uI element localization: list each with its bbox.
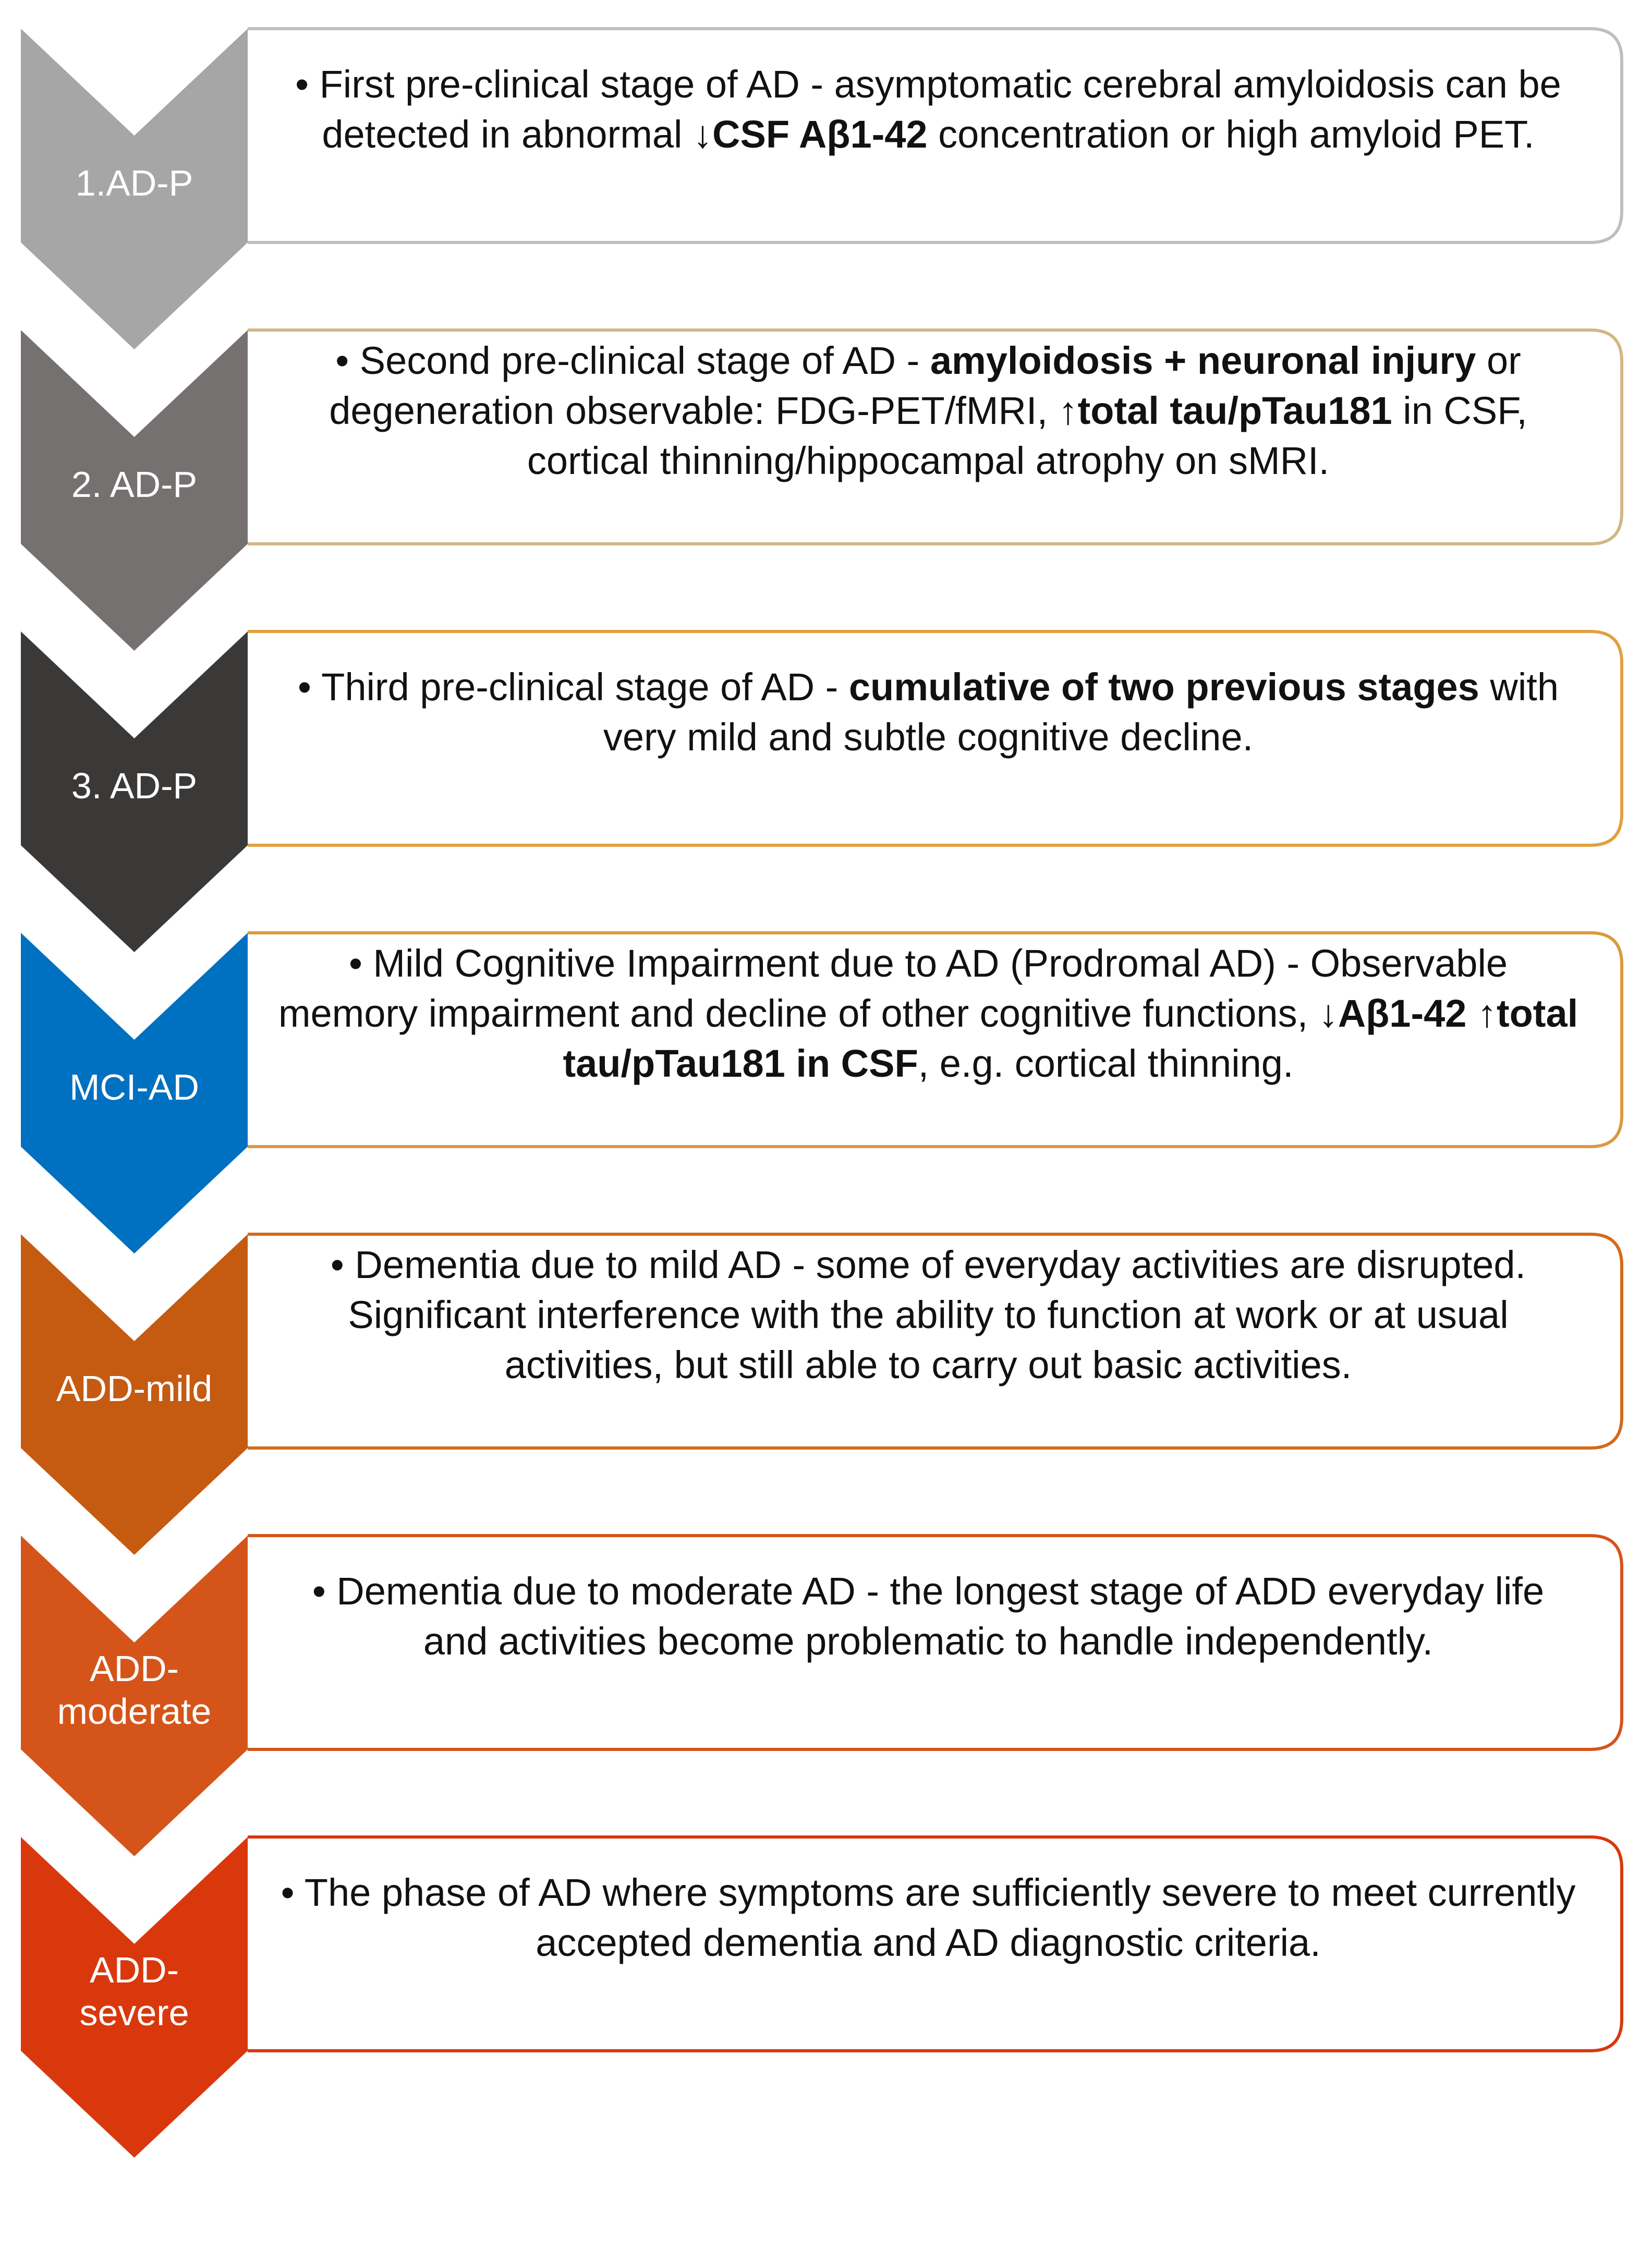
- stage-label: [69, 1067, 199, 1108]
- stage-label-line: MCI-AD: [69, 1067, 199, 1108]
- stage-description-text: [276, 939, 1580, 1089]
- stage-description: [276, 1847, 1580, 1988]
- text-run: • Third pre-clinical stage of AD -: [298, 665, 849, 709]
- text-run: • Dementia due to mild AD - some of everyday activities are disrupted. Significant interference with the ability to function at work or at usual activities, but still able to carry out basic activities.: [330, 1243, 1526, 1386]
- text-run: or degeneration observable: FDG-PET/fMRI,: [329, 339, 1521, 432]
- text-run: concentration or high amyloid PET.: [927, 113, 1535, 156]
- stage-label: [56, 1368, 212, 1409]
- stage-label-line: moderate: [57, 1691, 212, 1732]
- stage-description: [276, 642, 1580, 783]
- emphasis-run: cumulative of two previous stages: [848, 665, 1479, 709]
- stage-label-line: ADD-: [89, 1648, 179, 1689]
- stage-label-line: 3. AD-P: [71, 765, 198, 806]
- stage-label-line: 1.AD-P: [75, 163, 193, 203]
- text-run: with very mild and subtle cognitive decline.: [603, 665, 1559, 759]
- stage-label: [76, 163, 193, 203]
- emphasis-run: ↓CSF Aβ1-42: [693, 113, 928, 156]
- emphasis-run: amyloidosis + neuronal injury: [930, 339, 1476, 382]
- stage-label: [71, 464, 197, 505]
- stage-description-text: [276, 1868, 1580, 1968]
- stage-description: [276, 39, 1580, 180]
- stage-description: [276, 1245, 1580, 1385]
- text-run: • Dementia due to moderate AD - the longest stage of ADD everyday life and activities become problematic to handle independently.: [312, 1569, 1545, 1663]
- text-run: in CSF, cortical thinning/hippocampal atrophy on sMRI.: [527, 389, 1527, 482]
- emphasis-run: ↓Aβ1-42 ↑total tau/pTau181 in CSF: [563, 992, 1578, 1085]
- stage-label-line: 2. AD-P: [71, 464, 198, 505]
- stage-description-text: [276, 336, 1580, 486]
- text-run: • The phase of AD where symptoms are sufficiently severe to meet currently accepted dementia and AD diagnostic criteria.: [281, 1871, 1576, 1964]
- stage-description-text: [276, 59, 1580, 160]
- text-run: • Second pre-clinical stage of AD -: [335, 339, 930, 382]
- emphasis-run: ↑total tau/pTau181: [1058, 389, 1392, 432]
- stage-description: [276, 943, 1580, 1084]
- text-run: , e.g. cortical thinning.: [918, 1042, 1294, 1085]
- stage-label: [71, 765, 197, 806]
- stage-description: [276, 340, 1580, 481]
- text-run: • First pre-clinical stage of AD - asymptomatic cerebral amyloidosis can be detected in abnormal: [295, 63, 1561, 156]
- stage-label-line: ADD-mild: [56, 1368, 213, 1409]
- stage-label-line: severe: [79, 1992, 189, 2033]
- stage-description-text: [276, 662, 1580, 762]
- stage-label-line: ADD-: [89, 1950, 179, 1990]
- text-run: • Mild Cognitive Impairment due to AD (Prodromal AD) - Observable memory impairment and decline of other cognitive functions,: [278, 942, 1508, 1035]
- stage-description-text: [276, 1240, 1580, 1390]
- stage-description-text: [276, 1566, 1580, 1666]
- stage-description: [276, 1546, 1580, 1687]
